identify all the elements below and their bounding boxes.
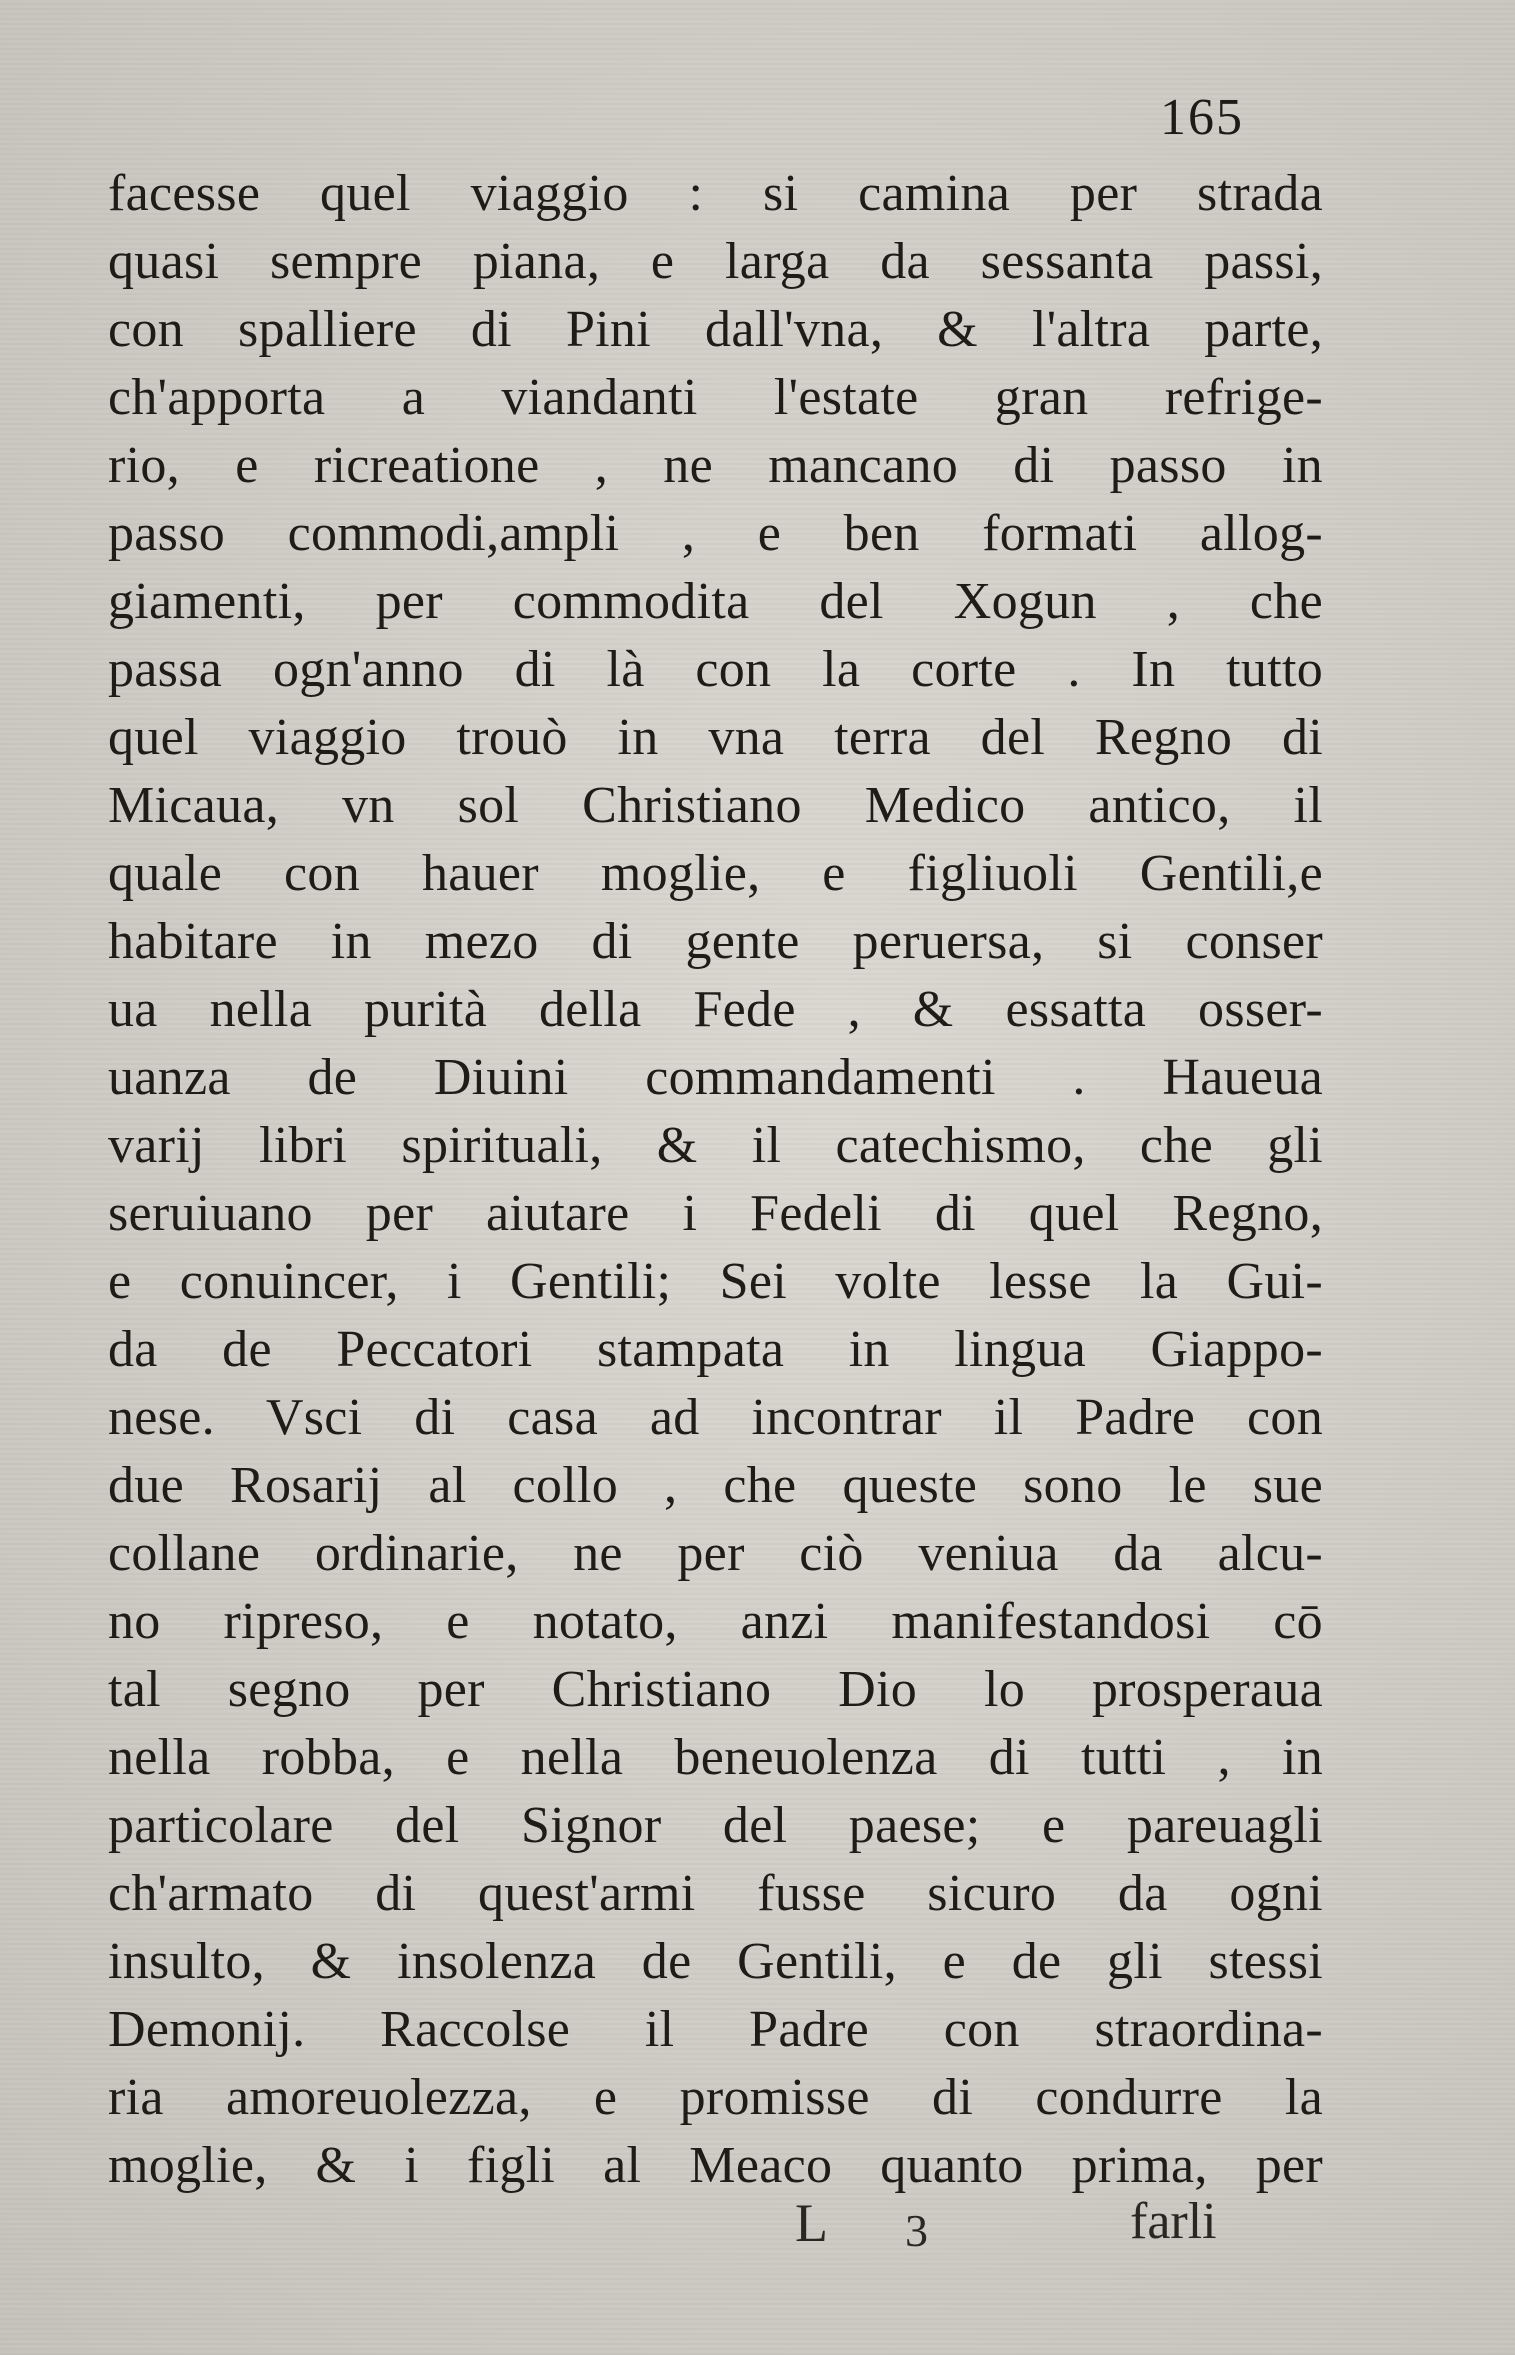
text-line: seruiuano per aiutare i Fedeli di quel Regno, [108, 1185, 1323, 1242]
text-line: habitare in mezo di gente peruersa, si conser [108, 913, 1323, 970]
text-line: da de Peccatori stampata in lingua Giappo- [108, 1321, 1323, 1378]
text-line: quel viaggio trouò in vna terra del Regno di [108, 709, 1323, 766]
signature-mark: L [795, 2193, 828, 2253]
text-line: ch'armato di quest'armi fusse sicuro da ogni [108, 1865, 1323, 1922]
text-line: Micaua, vn sol Christiano Medico antico, il [108, 777, 1323, 834]
text-line: quasi sempre piana, e larga da sessanta passi, [108, 233, 1323, 290]
text-line: quale con hauer moglie, e figliuoli Gentili,e [108, 845, 1323, 902]
text-line: nese. Vsci di casa ad incontrar il Padre con [108, 1389, 1323, 1446]
text-line: passa ogn'anno di là con la corte . In tutto [108, 641, 1323, 698]
text-line: ua nella purità della Fede , & essatta osser- [108, 981, 1323, 1038]
text-line: tal segno per Christiano Dio lo prosperaua [108, 1661, 1323, 1718]
text-line: varij libri spirituali, & il catechismo, che gli [108, 1117, 1323, 1174]
text-line: nella robba, e nella beneuolenza di tutti , in [108, 1729, 1323, 1786]
text-line: rio, e ricreatione , ne mancano di passo in [108, 437, 1323, 494]
text-line: collane ordinarie, ne per ciò veniua da alcu- [108, 1525, 1323, 1582]
text-line: e conuincer, i Gentili; Sei volte lesse la Gui- [108, 1253, 1323, 1310]
text-line: Demonij. Raccolse il Padre con straordina- [108, 2001, 1323, 2058]
text-line: ria amoreuolezza, e promisse di condurre la [108, 2069, 1323, 2126]
page-footer [0, 2192, 1515, 2272]
page-number: 165 [1160, 89, 1244, 146]
text-line: no ripreso, e notato, anzi manifestandosi cō [108, 1593, 1323, 1650]
catchword: farli [1130, 2193, 1217, 2250]
text-line: particolare del Signor del paese; e pareuagli [108, 1797, 1323, 1854]
text-line: insulto, & insolenza de Gentili, e de gli stessi [108, 1933, 1323, 1990]
text-line: moglie, & i figli al Meaco quanto prima, per [108, 2137, 1323, 2194]
body-text [108, 160, 1323, 2200]
text-line: uanza de Diuini commandamenti . Haueua [108, 1049, 1323, 1106]
text-line: giamenti, per commodita del Xogun , che [108, 573, 1323, 630]
gathering-number: 3 [905, 2205, 928, 2256]
text-line: passo commodi,ampli , e ben formati allog- [108, 505, 1323, 562]
text-line: due Rosarij al collo , che queste sono le sue [108, 1457, 1323, 1514]
text-line: con spalliere di Pini dall'vna, & l'altra parte, [108, 301, 1323, 358]
text-line: ch'apporta a viandanti l'estate gran refrige- [108, 369, 1323, 426]
text-line: facesse quel viaggio : si camina per strada [108, 165, 1323, 222]
